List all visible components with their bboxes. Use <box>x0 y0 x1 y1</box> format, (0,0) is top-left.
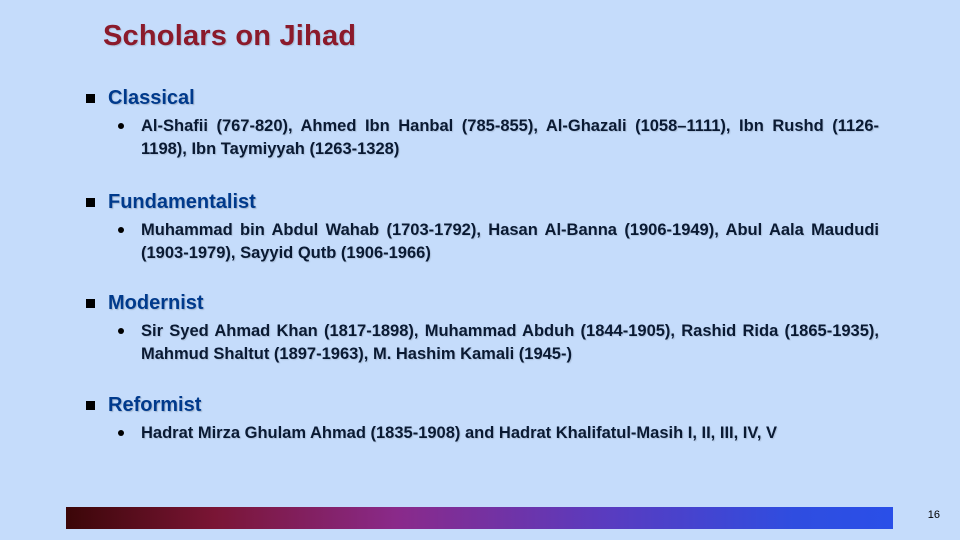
square-bullet-icon <box>86 94 95 103</box>
section-classical <box>86 85 886 161</box>
page-number: 16 <box>927 509 940 521</box>
slide-title: Scholars on Jihad <box>103 20 357 52</box>
sub-item-text: Sir Syed Ahmad Khan (1817-1898), Muhammad Abduh (1844-1905), Rashid Rida (1865-1935), Mahmud Shaltut (1897-1963), M. Hashim Kamali (1945-) <box>141 322 879 363</box>
section-heading: Reformist <box>108 393 202 416</box>
sub-item <box>115 219 879 265</box>
section-heading-row <box>86 290 886 316</box>
square-bullet-icon <box>86 299 95 308</box>
section-heading-row <box>86 85 886 111</box>
round-bullet-icon <box>118 123 124 129</box>
sub-item <box>115 422 879 445</box>
sub-item <box>115 115 879 161</box>
section-heading: Classical <box>108 86 195 109</box>
section-heading-row <box>86 189 886 215</box>
section-reformist <box>86 392 886 445</box>
section-modernist <box>86 290 886 366</box>
round-bullet-icon <box>118 328 124 334</box>
sub-item <box>115 320 879 366</box>
square-bullet-icon <box>86 401 95 410</box>
round-bullet-icon <box>118 227 124 233</box>
footer-gradient-bar <box>66 507 893 529</box>
sub-item-text: Hadrat Mirza Ghulam Ahmad (1835-1908) and Hadrat Khalifatul-Masih I, II, III, IV, V <box>141 424 778 442</box>
square-bullet-icon <box>86 198 95 207</box>
sub-item-text: Al-Shafii (767-820), Ahmed Ibn Hanbal (785-855), Al-Ghazali (1058–1111), Ibn Rushd (1126-1198), Ibn Taymiyyah (1263-1328) <box>141 117 879 158</box>
section-fundamentalist <box>86 189 886 265</box>
round-bullet-icon <box>118 430 124 436</box>
section-heading-row <box>86 392 886 418</box>
section-heading: Modernist <box>108 291 204 314</box>
section-heading: Fundamentalist <box>108 190 256 213</box>
sub-item-text: Muhammad bin Abdul Wahab (1703-1792), Hasan Al-Banna (1906-1949), Abul Aala Maududi (1903-1979), Sayyid Qutb (1906-1966) <box>141 221 879 262</box>
